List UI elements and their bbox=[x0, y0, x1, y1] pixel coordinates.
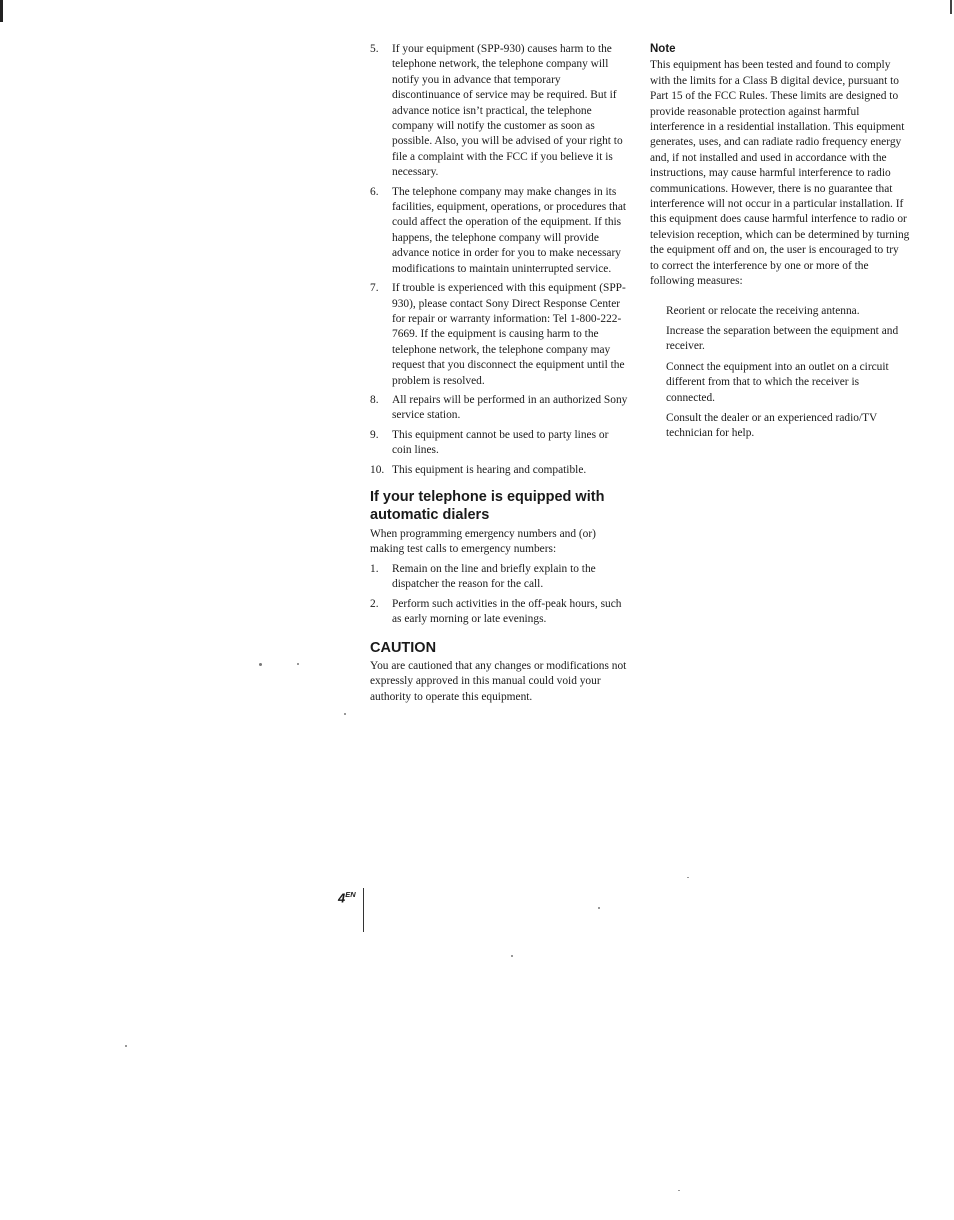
page-number bbox=[338, 890, 356, 905]
measure-item: Increase the separation between the equipment and receiver. bbox=[666, 324, 899, 353]
dialers-heading: If your telephone is equipped with automatic dialers bbox=[370, 488, 605, 523]
scan-speck bbox=[297, 663, 299, 665]
note-heading: Note bbox=[650, 43, 676, 55]
page-number-suffix: EN bbox=[345, 890, 356, 899]
list-item-text: If your equipment (SPP-930) causes harm to the telephone network, the telephone company will notify you in advance that temporary discontinuance of service may be required. But if advance notice isn’t practical, the telephone company will notify the customer as soon as possible. Also, you will be advised of your right to file a complaint with the FCC if you believe it is necessary. bbox=[392, 43, 623, 179]
scan-speck bbox=[678, 1190, 680, 1191]
list-item-number: 2. bbox=[370, 597, 379, 610]
caution-heading: CAUTION bbox=[370, 640, 437, 657]
list-item-text: This equipment cannot be used to party lines or coin lines. bbox=[392, 428, 609, 457]
measures-list bbox=[650, 304, 910, 442]
scan-speck bbox=[125, 1045, 127, 1047]
list-item bbox=[370, 281, 630, 389]
scan-speck bbox=[344, 713, 346, 715]
list-item-text: This equipment is hearing and compatible. bbox=[392, 463, 587, 476]
scan-speck bbox=[598, 907, 600, 909]
list-item bbox=[370, 393, 630, 424]
right-column bbox=[650, 42, 910, 447]
list-item-number: 5. bbox=[370, 43, 379, 55]
list-item-number: 1. bbox=[370, 562, 379, 575]
list-item bbox=[370, 562, 630, 593]
list-item-text: Perform such activities in the off-peak hours, such as early morning or late evenings. bbox=[392, 597, 622, 625]
measure-item: Connect the equipment into an outlet on a circuit different from that to which the receiver is connected. bbox=[666, 360, 889, 404]
list-item-number: 10. bbox=[370, 463, 385, 476]
list-item-number: 8. bbox=[370, 393, 379, 406]
list-item-text: If trouble is experienced with this equipment (SPP-930), please contact Sony Direct Response Center for repair or warranty information: Tel 1-800-222-7669. If the equipment is causing harm to the telephone network, the telephone company may request that you disconnect the equipment until the problem is resolved. bbox=[392, 282, 626, 387]
measure-item: Reorient or relocate the receiving antenna. bbox=[666, 304, 860, 317]
note-text: This equipment has been tested and found to comply with the limits for a Class B digital device, pursuant to Part 15 of the FCC Rules. These limits are designed to provide reasonable protection against harmful interference in a residential installation. This equipment generates, uses, and can radiate radio frequency energy and, if not installed and used in accordance with the instructions, may cause harmful interference to radio communications. However, there is no guarantee that interference will not occur in a particular installation. If this equipment does cause harmful interfence to radio or television reception, which can be determined by turning the equipment off and on, the user is encouraged to try to correct the interference by one or more of the following measures: bbox=[650, 59, 910, 288]
scan-edge-mark-right bbox=[950, 0, 952, 14]
list-item-number: 9. bbox=[370, 428, 379, 441]
list-item bbox=[370, 185, 630, 277]
list-item-number: 6. bbox=[370, 185, 379, 198]
list-item-number: 7. bbox=[370, 282, 379, 295]
list-item-text: All repairs will be performed in an authorized Sony service station. bbox=[392, 393, 628, 422]
list-item bbox=[370, 463, 630, 478]
dialers-list bbox=[370, 562, 630, 628]
caution-text: You are cautioned that any changes or modifications not expressly approved in this manual could void your authority to operate this equipment. bbox=[370, 659, 627, 703]
dialers-intro: When programming emergency numbers and (or) making test calls to emergency numbers: bbox=[370, 527, 596, 556]
list-item bbox=[370, 597, 630, 628]
page-number-value: 4 bbox=[338, 890, 346, 906]
list-item-text: Remain on the line and briefly explain to the dispatcher the reason for the call. bbox=[392, 562, 596, 591]
left-column bbox=[370, 42, 630, 709]
scan-edge-mark bbox=[0, 0, 3, 22]
page-divider bbox=[363, 888, 364, 932]
fcc-requirements-list bbox=[370, 42, 630, 478]
list-item bbox=[370, 42, 630, 181]
list-item-text: The telephone company may make changes in its facilities, equipment, operations, or procedures that could affect the operation of the equipment. If this happens, the telephone company will provide advance notice in order for you to make necessary modifications to maintain uninterrupted service. bbox=[392, 185, 627, 275]
measure-item: Consult the dealer or an experienced radio/TV technician for help. bbox=[666, 411, 878, 440]
scan-speck bbox=[511, 955, 513, 957]
scan-speck bbox=[259, 663, 262, 666]
scan-speck bbox=[687, 877, 689, 878]
list-item bbox=[370, 428, 630, 459]
